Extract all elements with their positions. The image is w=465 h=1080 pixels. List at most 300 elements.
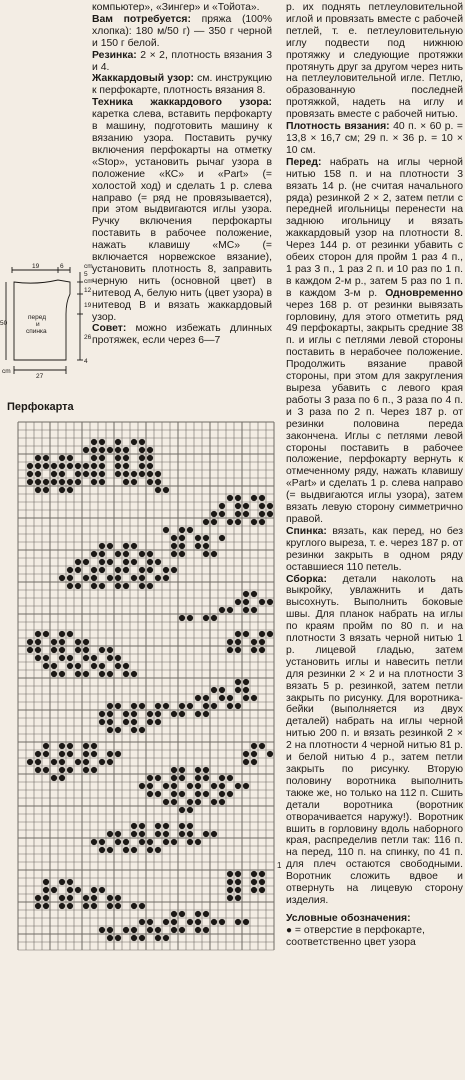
punch-hole xyxy=(235,511,241,517)
punch-hole xyxy=(59,639,65,645)
punch-hole xyxy=(51,479,57,485)
materials-text: пряжа (100% хлопка): 180 м/50 г) — 350 г черной и 150 г белой. xyxy=(92,13,272,49)
punch-hole xyxy=(147,447,153,453)
punch-hole xyxy=(67,767,73,773)
punch-hole xyxy=(243,503,249,509)
punch-hole xyxy=(155,927,161,933)
front-paragraph xyxy=(286,157,463,526)
punch-hole xyxy=(99,559,105,565)
punch-hole xyxy=(171,911,177,917)
punch-hole xyxy=(251,871,257,877)
punch-hole xyxy=(267,599,273,605)
diagram-label-12: 12 xyxy=(84,287,92,294)
punch-hole xyxy=(115,935,121,941)
continuation-text: р. их поднять петлеуловительной иглой и провязать вместе с рабочей петлей, т. е. петлеуловительную иглу подвести под нижнюю протяжку и следующие протяжки протянуть друг за другом через нить на петлеуловительной игле. Петлю, образованную последней протяжкой, надеть на иглу и провязать вместе с рабочей нитью. xyxy=(286,2,463,121)
punch-hole xyxy=(179,775,185,781)
diagram-label-19r: 19 xyxy=(84,302,92,309)
punch-hole xyxy=(139,903,145,909)
punch-hole xyxy=(211,703,217,709)
advice-text: можно избежать длинных протяжек, если через 6—7 xyxy=(92,323,272,347)
punch-hole xyxy=(75,887,81,893)
punch-hole xyxy=(163,919,169,925)
punch-hole xyxy=(67,455,73,461)
punch-hole xyxy=(251,647,257,653)
punch-hole xyxy=(259,871,265,877)
punch-hole xyxy=(51,471,57,477)
punch-hole xyxy=(163,703,169,709)
punch-hole xyxy=(91,575,97,581)
punch-hole xyxy=(115,663,121,669)
punch-hole xyxy=(139,551,145,557)
punch-hole xyxy=(67,487,73,493)
punch-hole xyxy=(259,511,265,517)
punch-hole xyxy=(91,895,97,901)
punch-hole xyxy=(131,439,137,445)
punch-hole xyxy=(171,535,177,541)
punch-hole xyxy=(59,463,65,469)
punch-hole xyxy=(219,607,225,613)
punch-hole xyxy=(107,751,113,757)
punch-hole xyxy=(155,479,161,485)
punch-hole xyxy=(107,847,113,853)
punch-hole xyxy=(155,775,161,781)
punch-hole xyxy=(155,471,161,477)
punch-hole xyxy=(155,703,161,709)
punch-hole xyxy=(67,743,73,749)
punch-hole xyxy=(35,639,41,645)
punch-hole xyxy=(219,791,225,797)
punch-hole xyxy=(75,471,81,477)
punch-hole xyxy=(179,831,185,837)
punch-hole xyxy=(139,831,145,837)
assembly-title: Сборка: xyxy=(286,573,327,585)
punch-hole xyxy=(59,895,65,901)
punch-hole xyxy=(83,647,89,653)
diagram-label-front: перед xyxy=(28,314,47,321)
punch-hole xyxy=(43,663,49,669)
diagram-label-and: и xyxy=(36,321,40,328)
legend-text: отверстие в перфокарте, соответственно цвет узора xyxy=(286,924,425,948)
punch-hole xyxy=(131,471,137,477)
punch-hole xyxy=(139,455,145,461)
instructions-left xyxy=(92,2,272,347)
punch-hole xyxy=(235,639,241,645)
punch-hole xyxy=(83,743,89,749)
punch-hole xyxy=(203,767,209,773)
punch-hole xyxy=(43,463,49,469)
punch-hole xyxy=(147,791,153,797)
punch-hole xyxy=(99,463,105,469)
punch-hole xyxy=(131,927,137,933)
rib-title: Резинка: xyxy=(92,49,137,61)
punch-hole xyxy=(115,567,121,573)
punch-hole xyxy=(123,719,129,725)
punch-hole xyxy=(107,559,113,565)
punch-hole xyxy=(171,551,177,557)
punch-hole xyxy=(139,439,145,445)
punch-hole xyxy=(67,479,73,485)
punch-hole xyxy=(99,927,105,933)
back-title: Спинка: xyxy=(286,525,327,537)
punch-hole xyxy=(259,639,265,645)
punch-hole xyxy=(195,927,201,933)
punch-hole xyxy=(203,927,209,933)
diagram-label-back: спинка xyxy=(26,328,47,335)
punch-hole xyxy=(27,639,33,645)
punch-hole xyxy=(211,919,217,925)
punch-hole xyxy=(187,831,193,837)
back-paragraph xyxy=(286,526,463,574)
punch-hole xyxy=(51,463,57,469)
punch-hole xyxy=(67,751,73,757)
punch-hole xyxy=(99,471,105,477)
punch-hole xyxy=(227,791,233,797)
punch-hole xyxy=(43,879,49,885)
punch-hole xyxy=(243,759,249,765)
punch-hole xyxy=(43,487,49,493)
assembly-paragraph xyxy=(286,574,463,907)
punch-hole xyxy=(123,927,129,933)
punch-hole xyxy=(59,879,65,885)
punch-hole xyxy=(107,711,113,717)
punch-hole xyxy=(115,447,121,453)
punch-hole xyxy=(235,687,241,693)
punch-hole xyxy=(195,775,201,781)
punch-hole xyxy=(83,471,89,477)
punch-hole xyxy=(99,719,105,725)
punch-hole xyxy=(83,903,89,909)
diagram-label-5: 5 xyxy=(84,271,88,278)
punch-hole xyxy=(195,783,201,789)
punch-hole xyxy=(67,887,73,893)
diagram-label-26: 26 xyxy=(84,334,92,341)
punch-hole xyxy=(123,559,129,565)
punch-hole xyxy=(219,695,225,701)
punch-hole xyxy=(51,887,57,893)
punch-hole xyxy=(99,455,105,461)
diagram-label-cm-bottom: cm xyxy=(2,368,11,375)
punch-hole xyxy=(99,583,105,589)
punch-hole xyxy=(131,575,137,581)
punch-hole xyxy=(195,767,201,773)
punch-hole xyxy=(139,447,145,453)
punch-hole xyxy=(131,903,137,909)
punch-hole xyxy=(235,503,241,509)
punch-hole xyxy=(171,839,177,845)
punch-hole xyxy=(35,895,41,901)
punch-hole xyxy=(107,727,113,733)
punch-hole xyxy=(91,479,97,485)
punch-hole xyxy=(131,719,137,725)
legend-paragraph: ● = отверстие в перфокарте, соответственно цвет узора xyxy=(286,924,425,948)
punch-hole xyxy=(99,847,105,853)
punch-hole xyxy=(43,655,49,661)
punch-hole xyxy=(179,807,185,813)
punch-hole xyxy=(251,887,257,893)
punch-hole xyxy=(131,847,137,853)
punch-hole xyxy=(123,839,129,845)
punch-hole xyxy=(43,743,49,749)
punch-hole xyxy=(35,455,41,461)
punch-hole xyxy=(171,767,177,773)
punch-hole xyxy=(155,847,161,853)
punch-hole xyxy=(195,911,201,917)
punch-hole xyxy=(107,543,113,549)
punch-hole xyxy=(163,823,169,829)
punch-hole xyxy=(91,767,97,773)
punchcard-grid xyxy=(14,418,282,1080)
punch-hole xyxy=(83,559,89,565)
punch-hole xyxy=(139,823,145,829)
punch-hole xyxy=(59,751,65,757)
punch-hole xyxy=(123,671,129,677)
punch-hole xyxy=(51,647,57,653)
simultaneous-title: Одновременно xyxy=(377,287,464,299)
punch-hole xyxy=(67,663,73,669)
punch-hole xyxy=(147,919,153,925)
punch-hole xyxy=(99,439,105,445)
punch-hole xyxy=(131,543,137,549)
density-text: 40 п. × 60 р. = 13,8 × 16,7 см; 29 п. × 36 р. = 10 × 10 см. xyxy=(286,121,463,156)
punch-hole xyxy=(83,759,89,765)
punch-hole xyxy=(115,471,121,477)
punch-hole xyxy=(99,543,105,549)
punch-hole xyxy=(59,479,65,485)
punch-hole xyxy=(91,751,97,757)
punch-hole xyxy=(59,455,65,461)
punch-hole xyxy=(171,567,177,573)
punch-hole xyxy=(267,631,273,637)
punch-hole xyxy=(259,503,265,509)
punch-hole xyxy=(251,879,257,885)
punch-hole xyxy=(91,567,97,573)
punch-hole xyxy=(259,647,265,653)
punch-hole xyxy=(203,911,209,917)
back-text: вязать, как перед, но без круглого выреза, т. е. через 187 р. от резинки закрыть в одном ряду оставшиеся 110 петель. xyxy=(286,525,463,573)
punch-hole xyxy=(227,639,233,645)
punch-hole xyxy=(179,927,185,933)
punch-hole xyxy=(179,711,185,717)
punch-hole xyxy=(131,727,137,733)
punch-hole xyxy=(179,767,185,773)
punch-hole xyxy=(91,463,97,469)
punch-hole xyxy=(27,759,33,765)
punch-hole xyxy=(67,895,73,901)
punch-hole xyxy=(83,767,89,773)
jacquard-paragraph xyxy=(92,73,272,97)
punch-hole xyxy=(203,831,209,837)
punch-hole xyxy=(211,511,217,517)
punch-hole xyxy=(59,767,65,773)
punch-hole xyxy=(171,791,177,797)
punch-hole xyxy=(147,551,153,557)
punch-hole xyxy=(35,903,41,909)
punch-hole xyxy=(243,751,249,757)
punch-hole xyxy=(251,695,257,701)
punch-hole xyxy=(219,783,225,789)
punch-hole xyxy=(179,551,185,557)
materials-paragraph xyxy=(92,14,272,50)
punch-hole xyxy=(243,607,249,613)
punch-hole xyxy=(123,663,129,669)
punch-hole xyxy=(139,567,145,573)
density-paragraph xyxy=(286,121,463,157)
punch-hole xyxy=(251,639,257,645)
punch-hole xyxy=(163,567,169,573)
punch-hole xyxy=(59,471,65,477)
punch-hole xyxy=(187,839,193,845)
punch-hole xyxy=(187,919,193,925)
punch-hole xyxy=(139,583,145,589)
punch-hole xyxy=(267,751,273,757)
punch-hole xyxy=(91,655,97,661)
punch-hole xyxy=(227,519,233,525)
punch-hole xyxy=(219,535,225,541)
punch-hole xyxy=(211,799,217,805)
punch-hole xyxy=(99,567,105,573)
punch-hole xyxy=(203,775,209,781)
punch-hole xyxy=(187,807,193,813)
punch-hole xyxy=(163,783,169,789)
punch-hole xyxy=(51,759,57,765)
punch-hole xyxy=(259,887,265,893)
hole-symbol: ● xyxy=(286,924,293,936)
punch-hole xyxy=(243,695,249,701)
punch-hole xyxy=(155,711,161,717)
punch-hole xyxy=(211,519,217,525)
technique-text: каретка слева, вставить перфокарту в машину, подготовить машину к вязанию узора. Поставить ручку включения перфокарты на отметку «Stop», установить рычаг узора в положение «КС» и «Part» (= холостой ход) и сделать 1 р. слева направо (= ряд не провязывается), при этом выдвигаются иглы узора. Ручку включения перфокарты поставить в рабочее положение, нажать клавишу «МС» (= включается норвежское вязание), установить плотность 8, заправить черную нить (основной цвет) в нитевод А, белую нить (цвет узора) в нитевод В и вязать жаккардовый узор. xyxy=(92,109,272,323)
punch-hole xyxy=(251,759,257,765)
punch-hole xyxy=(59,647,65,653)
punch-hole xyxy=(259,631,265,637)
punch-hole xyxy=(155,559,161,565)
punch-hole xyxy=(243,599,249,605)
punch-hole xyxy=(147,559,153,565)
assembly-text: детали наколоть на выкройку, увлажнить и дать высохнуть. Выполнить боковые швы. Для планок набрать на иглы по краям пройм по 80 п. и на плотности 3 вязать черной нитью 1 р. лицевой гладью, затем установить иглы и навесить петли для резинки 2 × 2 и на плотности 3 вязать 5 р. резинкой, затем петли закрыть по рисунку. Для воротника-бейки (выполняется из двух деталей) набрать на иглы черной нитью 200 п. и вязать резинкой 2 × 2 на плотности 4 черной нитью 81 р. и белой нитью 4 р., затем петли закрыть по рисунку. Вторую половину воротника выполнить также же, но только на 112 п. Сшить детали воротника (воротник отворачивается наружу!). Воротник вшить в горловину вдоль наборного края, распределив петли так: 116 п. на перед, 110 п. на спинку, по 41 п. для плеч остаются свободными. Воротник сложить вдвое и отвернуть на лицевую сторону изделия. xyxy=(286,573,463,906)
punch-hole xyxy=(27,463,33,469)
punch-hole xyxy=(227,695,233,701)
punch-hole xyxy=(83,447,89,453)
punch-hole xyxy=(251,591,257,597)
punch-hole xyxy=(147,927,153,933)
punch-hole xyxy=(203,615,209,621)
punch-hole xyxy=(195,695,201,701)
punch-hole xyxy=(123,551,129,557)
punch-hole xyxy=(59,759,65,765)
punch-hole xyxy=(115,839,121,845)
punch-hole xyxy=(219,799,225,805)
punch-hole xyxy=(235,599,241,605)
punch-hole xyxy=(139,935,145,941)
punch-hole xyxy=(187,615,193,621)
punch-hole xyxy=(35,759,41,765)
punch-hole xyxy=(83,671,89,677)
punch-hole xyxy=(179,791,185,797)
punch-hole xyxy=(91,663,97,669)
punch-hole xyxy=(179,527,185,533)
punch-hole xyxy=(107,447,113,453)
punch-hole xyxy=(27,471,33,477)
punch-hole xyxy=(235,887,241,893)
punch-hole xyxy=(115,903,121,909)
punch-hole xyxy=(91,439,97,445)
punch-hole xyxy=(139,919,145,925)
punch-hole xyxy=(139,783,145,789)
punch-hole xyxy=(187,799,193,805)
punch-hole xyxy=(171,775,177,781)
punch-hole xyxy=(267,503,273,509)
punch-hole xyxy=(155,791,161,797)
punch-hole xyxy=(115,751,121,757)
punch-hole xyxy=(195,919,201,925)
punch-hole xyxy=(67,567,73,573)
punch-hole xyxy=(75,583,81,589)
density-title: Плотность вязания: xyxy=(286,121,390,133)
punch-hole xyxy=(83,575,89,581)
punch-hole xyxy=(83,463,89,469)
punch-hole xyxy=(35,479,41,485)
punch-hole xyxy=(195,839,201,845)
punch-hole xyxy=(171,919,177,925)
punch-hole xyxy=(67,575,73,581)
punch-hole xyxy=(115,655,121,661)
punch-hole xyxy=(219,687,225,693)
punch-hole xyxy=(115,895,121,901)
punch-hole xyxy=(259,519,265,525)
punch-hole xyxy=(107,647,113,653)
punch-hole xyxy=(35,751,41,757)
punch-hole xyxy=(115,455,121,461)
punch-hole xyxy=(67,631,73,637)
punch-hole xyxy=(227,647,233,653)
punch-hole xyxy=(75,479,81,485)
punch-hole xyxy=(171,927,177,933)
punch-hole xyxy=(211,687,217,693)
punch-hole xyxy=(235,495,241,501)
punch-hole xyxy=(227,775,233,781)
punch-hole xyxy=(115,703,121,709)
punch-hole xyxy=(131,831,137,837)
punch-hole xyxy=(59,743,65,749)
punch-hole xyxy=(251,607,257,613)
punch-hole xyxy=(163,831,169,837)
punch-hole xyxy=(195,799,201,805)
diagram-label-50: 50 xyxy=(0,320,8,327)
punch-hole xyxy=(83,895,89,901)
punch-hole xyxy=(91,551,97,557)
punch-hole xyxy=(259,495,265,501)
jacquard-title: Жаккардовый узор: xyxy=(92,73,195,85)
punch-hole xyxy=(227,895,233,901)
punch-hole xyxy=(147,783,153,789)
advice-title: Совет: xyxy=(92,323,127,335)
punch-hole xyxy=(243,631,249,637)
punch-hole xyxy=(43,767,49,773)
punch-hole xyxy=(75,671,81,677)
punch-hole xyxy=(227,879,233,885)
diagram-label-cm-top: cm xyxy=(84,263,93,270)
jacquard-text: см. инструкцию к перфокарте, плотность вязания 8. xyxy=(92,73,272,97)
punch-hole xyxy=(235,647,241,653)
punch-hole xyxy=(99,647,105,653)
punch-hole xyxy=(67,463,73,469)
punch-hole xyxy=(171,783,177,789)
punch-hole xyxy=(147,719,153,725)
punch-hole xyxy=(211,783,217,789)
technique-title: Техника жаккардового узора: xyxy=(92,97,272,109)
legend-title: Условные обозначения: xyxy=(286,912,411,924)
punch-hole xyxy=(99,887,105,893)
